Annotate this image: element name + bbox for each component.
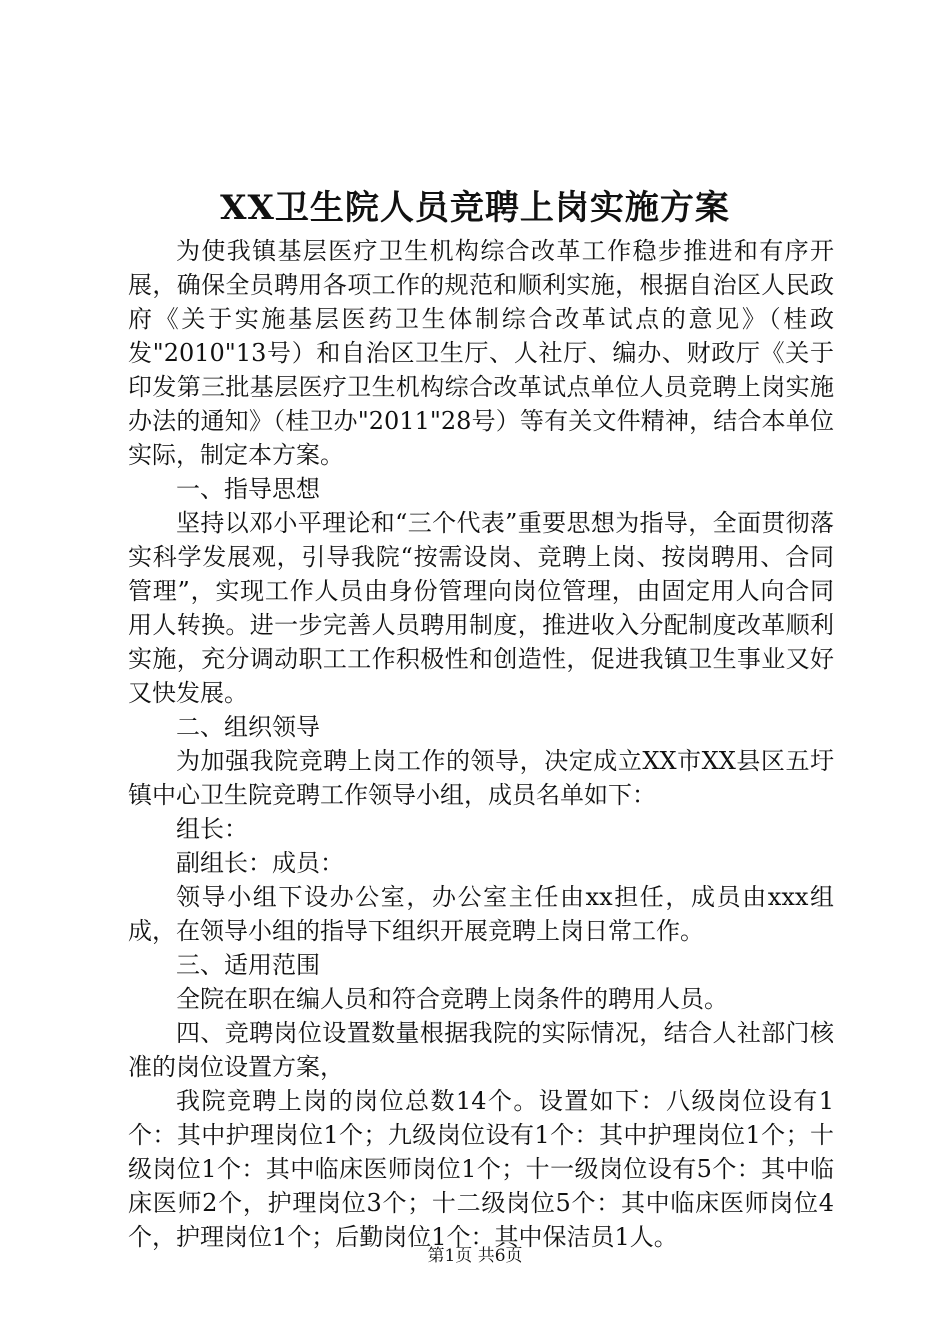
document-body [128,234,834,1254]
section-heading-guiding-ideology: 一、指导思想 [176,475,320,503]
paragraph-office: 领导小组下设办公室，办公室主任由xx担任，成员由xxx组成，在领导小组的指导下组织开展竞聘上岗日常工作。 [128,883,834,945]
paragraph-intro: 为使我镇基层医疗卫生机构综合改革工作稳步推进和有序开展，确保全员聘用各项工作的规范和顺利实施，根据自治区人民政府《关于实施基层医药卫生体制综合改革试点的意见》（桂政发"2010"13号）和自治区卫生厅、人社厅、编办、财政厅《关于印发第三批基层医疗卫生机构综合改革试点单位人员竞聘上岗实施办法的通知》（桂卫办"2011"28号）等有关文件精神，结合本单位实际，制定本方案。 [128,237,834,469]
paragraph-guiding-ideology: 坚持以邓小平理论和“三个代表”重要思想为指导，全面贯彻落实科学发展观，引导我院“按需设岗、竞聘上岗、按岗聘用、合同管理”，实现工作人员由身份管理向岗位管理，由固定用人向合同用人转换。进一步完善人员聘用制度，推进收入分配制度改革顺利实施，充分调动职工工作积极性和创造性，促进我镇卫生事业又好又快发展。 [128,509,834,707]
paragraph-scope: 全院在职在编人员和符合竞聘上岗条件的聘用人员。 [176,985,728,1013]
paragraph-positions-heading: 四、竞聘岗位设置数量根据我院的实际情况，结合人社部门核准的岗位设置方案， [128,1019,834,1081]
paragraph-positions-detail: 我院竞聘上岗的岗位总数14个。设置如下：八级岗位设有1个：其中护理岗位1个；九级岗位设有1个：其中护理岗位1个；十级岗位1个：其中临床医师岗位1个；十一级岗位设有5个：其中临床医师2个，护理岗位3个；十二级岗位5个：其中临床医师岗位4个，护理岗位1个；后勤岗位1个：其中保洁员1人。 [128,1087,834,1251]
paragraph-deputy-members: 副组长：成员： [176,849,344,877]
document-title: XX卫生院人员竞聘上岗实施方案 [220,188,730,228]
section-heading-scope: 三、适用范围 [176,951,320,979]
paragraph-group-leader: 组长： [176,815,248,843]
section-heading-organization: 二、组织领导 [176,713,320,741]
page-footer: 第1页 共6页 [427,1246,523,1266]
paragraph-organization: 为加强我院竞聘上岗工作的领导，决定成立XX市XX县区五圩镇中心卫生院竞聘工作领导小组，成员名单如下： [128,747,834,809]
